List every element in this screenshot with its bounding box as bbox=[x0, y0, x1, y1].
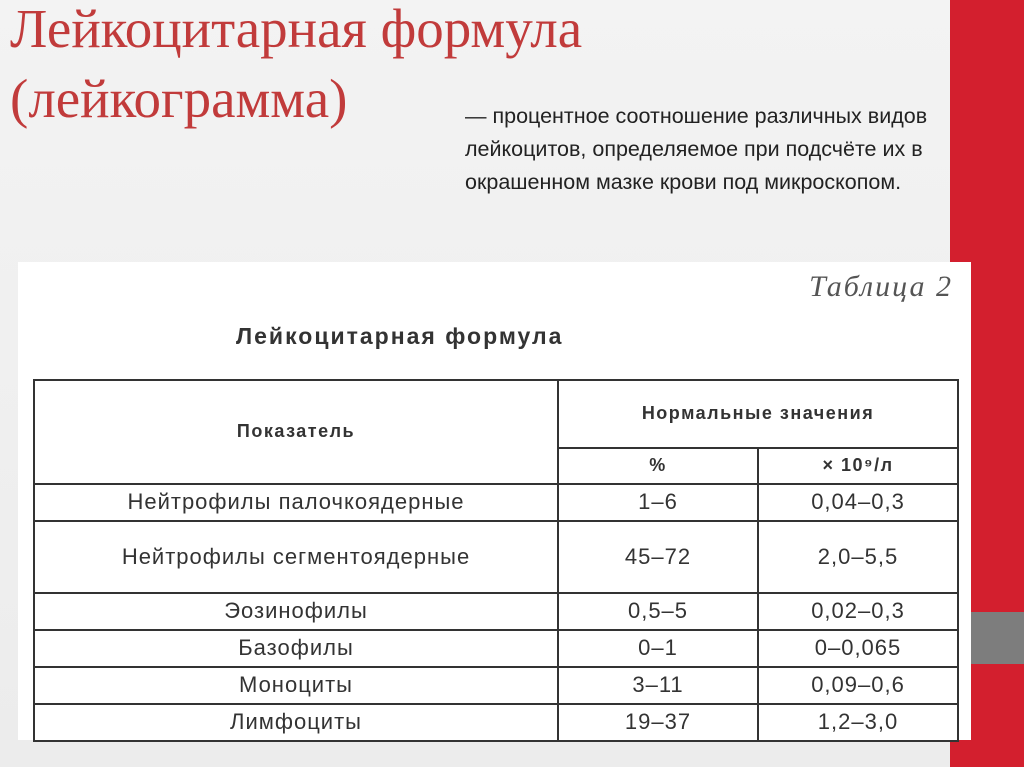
cell-percent: 0,5–5 bbox=[558, 593, 758, 630]
cell-absolute: 0,02–0,3 bbox=[758, 593, 958, 630]
table-row bbox=[34, 667, 958, 704]
cell-name: Нейтрофилы сегментоядерные bbox=[34, 521, 558, 593]
table-title: Лейкоцитарная формула bbox=[236, 323, 564, 349]
header-percent: % bbox=[558, 448, 758, 484]
table-row bbox=[34, 704, 958, 741]
cell-name: Базофилы bbox=[34, 630, 558, 667]
header-indicator: Показатель bbox=[34, 380, 558, 484]
cell-percent: 1–6 bbox=[558, 484, 758, 521]
cell-percent: 0–1 bbox=[558, 630, 758, 667]
cell-percent: 3–11 bbox=[558, 667, 758, 704]
table-row bbox=[34, 593, 958, 630]
table-row bbox=[34, 484, 958, 521]
slide-title-line2: (лейкограмма) bbox=[10, 68, 348, 129]
cell-name: Эозинофилы bbox=[34, 593, 558, 630]
cell-name: Моноциты bbox=[34, 667, 558, 704]
slide-title-line1: Лейкоцитарная формула bbox=[10, 0, 583, 59]
header-normal-values: Нормальные значения bbox=[558, 380, 958, 448]
definition-text: — процентное соотношение различных видов лейкоцитов, определяемое при подсчёте их в окрашенном мазке крови под микроскопом. bbox=[465, 104, 928, 194]
cell-percent: 45–72 bbox=[558, 521, 758, 593]
leukocyte-table-figure bbox=[18, 262, 971, 740]
cell-name: Нейтрофилы палочкоядерные bbox=[34, 484, 558, 521]
table-row bbox=[34, 630, 958, 667]
cell-absolute: 0,04–0,3 bbox=[758, 484, 958, 521]
table-number: Таблица 2 bbox=[809, 270, 953, 303]
header-absolute: × 10⁹/л bbox=[758, 448, 958, 484]
cell-absolute: 0,09–0,6 bbox=[758, 667, 958, 704]
cell-absolute: 2,0–5,5 bbox=[758, 521, 958, 593]
cell-name: Лимфоциты bbox=[34, 704, 558, 741]
cell-percent: 19–37 bbox=[558, 704, 758, 741]
cell-absolute: 1,2–3,0 bbox=[758, 704, 958, 741]
table-row bbox=[34, 521, 958, 593]
cell-absolute: 0–0,065 bbox=[758, 630, 958, 667]
leukocyte-formula-table bbox=[33, 379, 959, 742]
